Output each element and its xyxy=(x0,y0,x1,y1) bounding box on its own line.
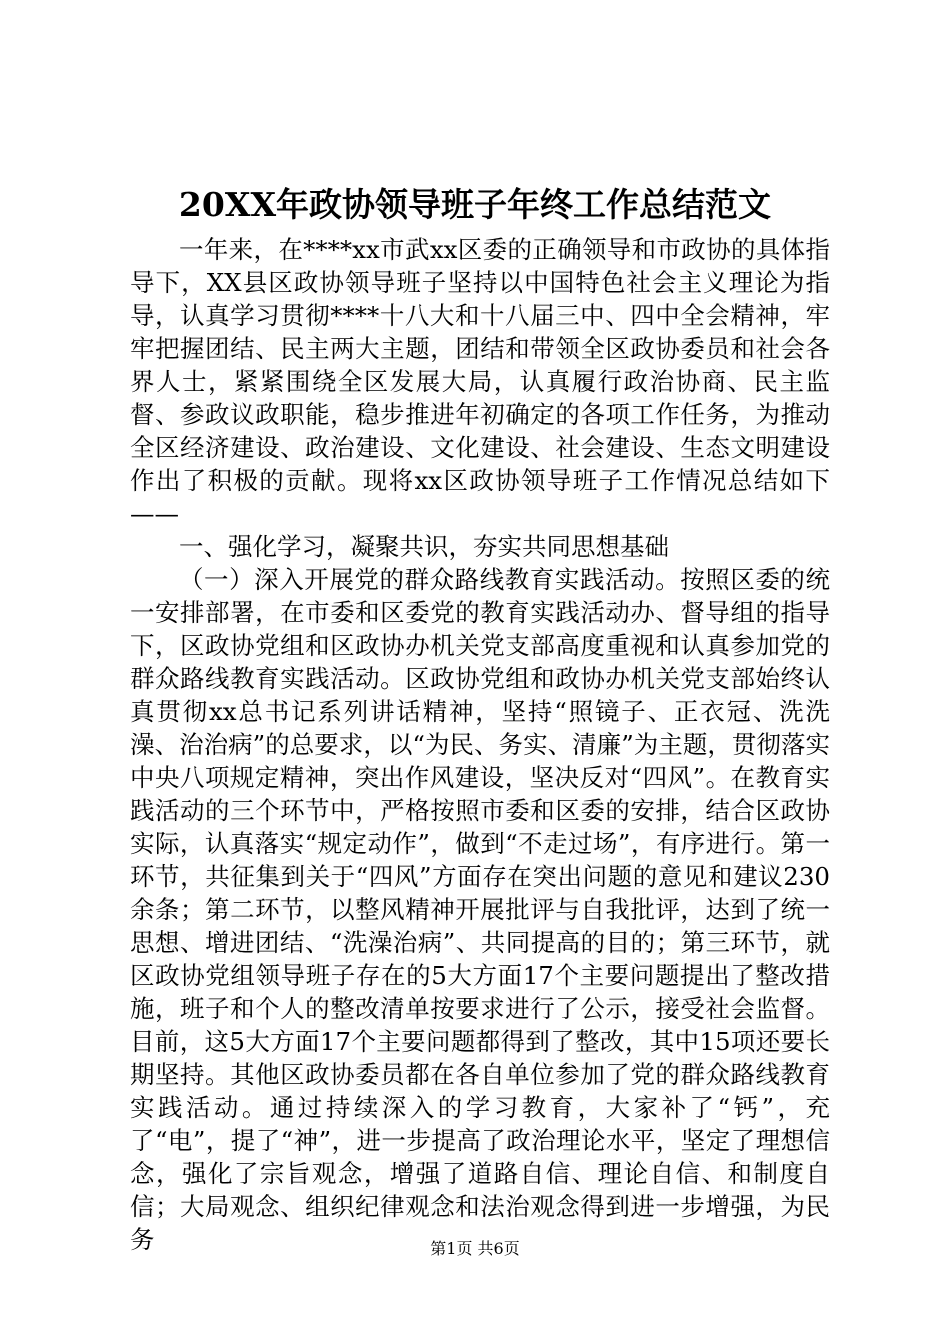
section-heading-1: 一、强化学习，凝聚共识，夯实共同思想基础 xyxy=(179,532,669,561)
paragraph-section-1-1: （一）深入开展党的群众路线教育实践活动。按照区委的统一安排部署，在市委和区委党的教育实践活动办、督导组的指导下，区政协党组和区政协办机关党支部高度重视和认真参加党的群众路线教育实践活动。区政协党组和政协办机关党支部始终认真贯彻xx总书记系列讲话精神，坚持“照镜子、正衣冠、洗洗澡、治治病”的总要求，以“为民、务实、清廉”为主题，贯彻落实中央八项规定精神，突出作风建设，坚决反对“四风”。在教育实践活动的三个环节中，严格按照市委和区委的安排，结合区政协实际，认真落实“规定动作”，做到“不走过场”，有序进行。第一环节，共征集到关于“四风”方面存在突出问题的意见和建议230余条；第二环节，以整风精神开展批评与自我批评，达到了统一思想、增进团结、“洗澡治病”、共同提高的目的；第三环节，就区政协党组领导班子存在的5大方面17个主要问题提出了整改措施，班子和个人的整改清单按要求进行了公示，接受社会监督。目前，这5大方面17个主要问题都得到了整改，其中15项还要长期坚持。其他区政协委员都在各自单位参加了党的群众路线教育实践活动。通过持续深入的学习教育，大家补了“钙”，充了“电”，提了“神”，进一步提高了政治理论水平，坚定了理想信念，强化了宗旨观念，增强了道路自信、理论自信、和制度自信；大局观念、组织纪律观念和法治观念得到进一步增强，为民务 xyxy=(130,565,830,1254)
document-title: 20XX年政协领导班子年终工作总结范文 xyxy=(178,185,772,224)
paragraph-intro: 一年来，在****xx市武xx区委的正确领导和市政协的具体指导下，XX县区政协领导班子坚持以中国特色社会主义理论为指导，认真学习贯彻****十八大和十八届三中、四中全会精神，牢牢把握团结、民主两大主题，团结和带领全区政协委员和社会各界人士，紧紧围绕全区发展大局，认真履行政治协商、民主监督、参政议政职能，稳步推进年初确定的各项工作任务，为推动全区经济建设、政治建设、文化建设、社会建设、生态文明建设作出了积极的贡献。现将xx区政协领导班子工作情况总结如下—— xyxy=(130,235,830,528)
document-body xyxy=(130,233,830,1256)
page-number: 第1页 共6页 xyxy=(430,1239,520,1258)
